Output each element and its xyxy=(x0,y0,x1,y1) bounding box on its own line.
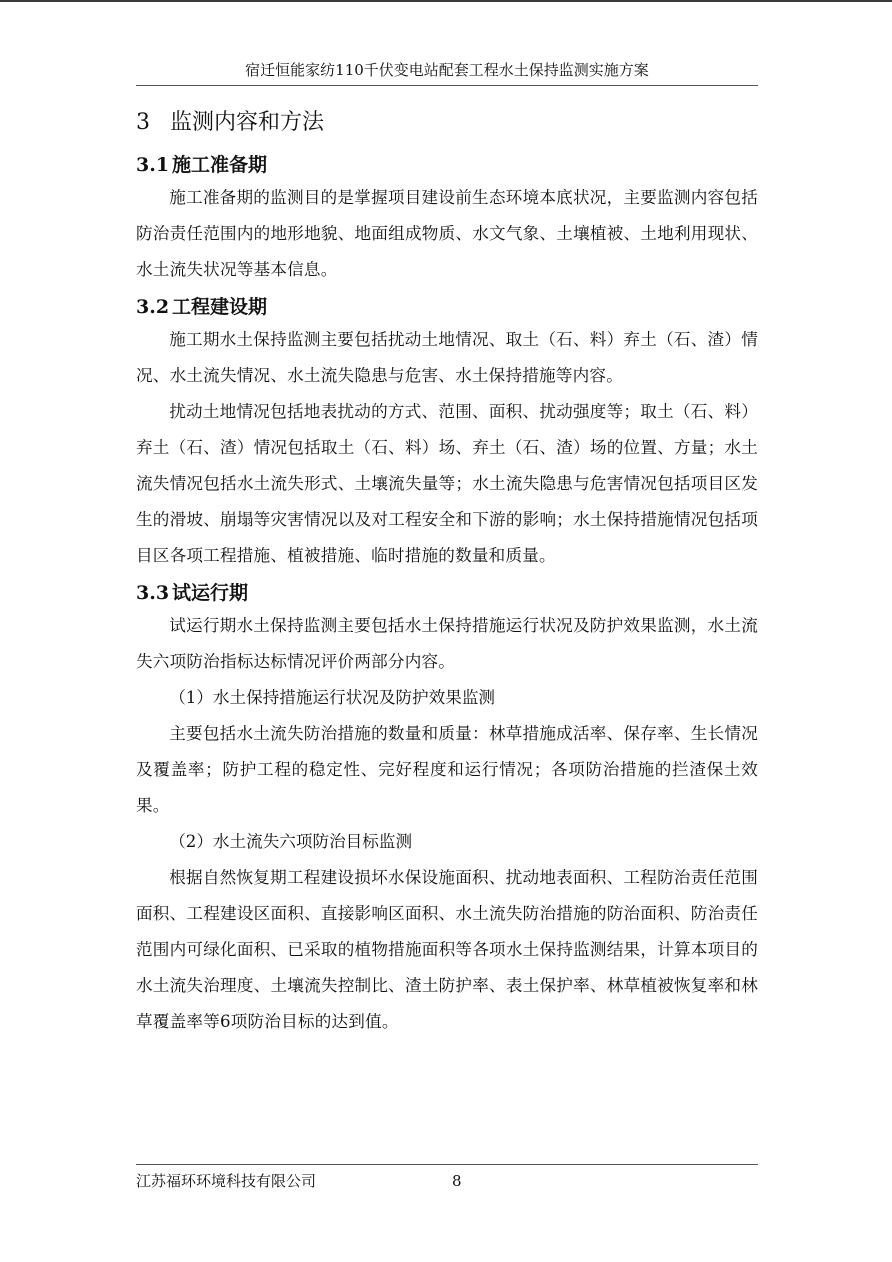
page-top-edge xyxy=(0,0,892,2)
list-item-text: 主要包括水土流失防治措施的数量和质量：林草措施成活率、保存率、生长情况及覆盖率；防护工程的稳定性、完好程度和运行情况；各项防治措施的拦渣保土效果。 xyxy=(136,724,758,815)
footer-company: 江苏福环环境科技有限公司 xyxy=(136,1172,317,1190)
document-page xyxy=(136,56,758,1040)
section-number: 3.2 xyxy=(136,296,170,318)
list-item-label: （1）水土保持措施运行状况及防护效果监测 xyxy=(169,688,496,707)
section-heading-3-1 xyxy=(136,150,758,180)
section-title: 工程建设期 xyxy=(172,296,268,318)
section-heading-3-3 xyxy=(136,578,758,608)
paragraph: 扰动土地情况包括地表扰动的方式、范围、面积、扰动强度等；取土（石、料）弃土（石、渣）情况包括取土（石、料）场、弃土（石、渣）场的位置、方量；水土流失情况包括水土流失形式、土壤流失量等；水土流失隐患与危害情况包括项目区发生的滑坡、崩塌等灾害情况以及对工程安全和下游的影响；水土保持措施情况包括项目区各项工程措施、植被措施、临时措施的数量和质量。 xyxy=(136,402,758,565)
section-number: 3.1 xyxy=(136,154,170,176)
list-item-text: 根据自然恢复期工程建设损坏水保设施面积、扰动地表面积、工程防治责任范围面积、工程建设区面积、直接影响区面积、水土流失防治措施的防治面积、防治责任范围内可绿化面积、已采取的植物措施面积等各项水土保持监测结果，计算本项目的水土流失治理度、土壤流失控制比、渣土防护率、表土保护率、林草植被恢复率和林草覆盖率等6项防治目标的达到值。 xyxy=(136,868,758,1031)
page-number: 8 xyxy=(452,1172,462,1190)
section-heading-3-2 xyxy=(136,292,758,322)
section-title: 试运行期 xyxy=(172,582,249,604)
paragraph: 施工期水土保持监测主要包括扰动土地情况、取土（石、料）弃土（石、渣）情况、水土流失情况、水土流失隐患与危害、水土保持措施等内容。 xyxy=(136,330,758,385)
chapter-heading xyxy=(136,108,758,138)
section-number: 3.3 xyxy=(136,582,170,604)
section-title: 施工准备期 xyxy=(172,154,268,176)
list-item-label: （2）水土流失六项防治目标监测 xyxy=(169,832,413,851)
chapter-title: 监测内容和方法 xyxy=(170,110,325,135)
paragraph: 试运行期水土保持监测主要包括水土保持措施运行状况及防护效果监测，水土流失六项防治指标达标情况评价两部分内容。 xyxy=(136,616,758,671)
running-header: 宿迁恒能家纺110千伏变电站配套工程水土保持监测实施方案 xyxy=(136,56,758,86)
page-footer xyxy=(136,1164,758,1190)
chapter-number: 3 xyxy=(136,110,150,135)
paragraph: 施工准备期的监测目的是掌握项目建设前生态环境本底状况，主要监测内容包括防治责任范围内的地形地貌、地面组成物质、水文气象、土壤植被、土地利用现状、水土流失状况等基本信息。 xyxy=(136,188,758,279)
